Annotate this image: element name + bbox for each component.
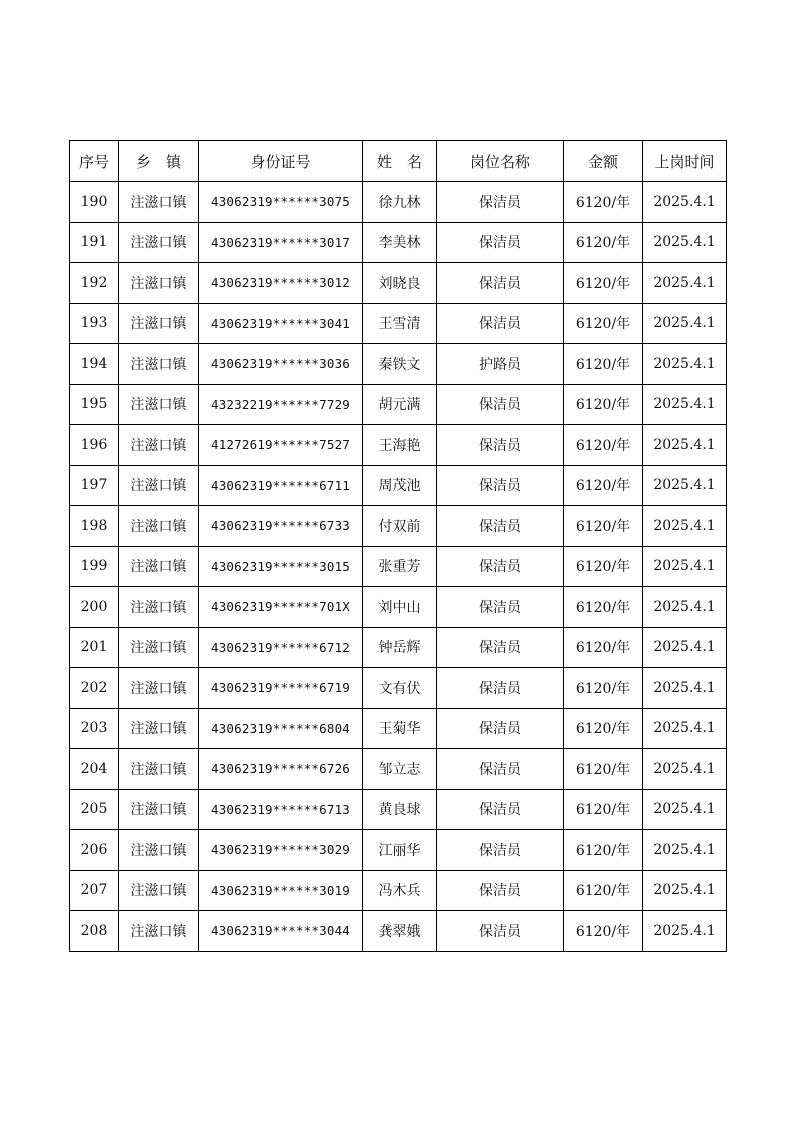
cell-seq: 194 (70, 344, 119, 385)
cell-name: 钟岳辉 (363, 627, 437, 668)
cell-start-date: 2025.4.1 (643, 303, 727, 344)
cell-seq: 205 (70, 789, 119, 830)
cell-id-number: 43062319******3029 (199, 830, 363, 871)
cell-town: 注滋口镇 (119, 627, 199, 668)
cell-name: 王海艳 (363, 425, 437, 466)
cell-amount: 6120/年 (564, 263, 643, 304)
header-id: 身份证号 (199, 141, 363, 182)
table-body (70, 182, 727, 952)
header-name: 姓 名 (363, 141, 437, 182)
cell-amount: 6120/年 (564, 384, 643, 425)
cell-name: 刘晓良 (363, 263, 437, 304)
cell-seq: 203 (70, 708, 119, 749)
cell-name: 刘中山 (363, 587, 437, 628)
cell-position: 保洁员 (437, 182, 564, 223)
cell-name: 邹立志 (363, 749, 437, 790)
table-row (70, 789, 727, 830)
cell-position: 保洁员 (437, 384, 564, 425)
cell-name: 王雪清 (363, 303, 437, 344)
table-row (70, 263, 727, 304)
cell-town: 注滋口镇 (119, 749, 199, 790)
cell-position: 保洁员 (437, 870, 564, 911)
header-town: 乡 镇 (119, 141, 199, 182)
cell-start-date: 2025.4.1 (643, 506, 727, 547)
header-position: 岗位名称 (437, 141, 564, 182)
cell-town: 注滋口镇 (119, 870, 199, 911)
cell-name: 江丽华 (363, 830, 437, 871)
cell-id-number: 43062319******3019 (199, 870, 363, 911)
cell-position: 保洁员 (437, 627, 564, 668)
cell-town: 注滋口镇 (119, 465, 199, 506)
cell-position: 保洁员 (437, 546, 564, 587)
cell-start-date: 2025.4.1 (643, 870, 727, 911)
cell-seq: 201 (70, 627, 119, 668)
cell-position: 保洁员 (437, 708, 564, 749)
cell-amount: 6120/年 (564, 911, 643, 952)
cell-id-number: 43062319******6713 (199, 789, 363, 830)
cell-seq: 192 (70, 263, 119, 304)
table-row (70, 182, 727, 223)
cell-town: 注滋口镇 (119, 789, 199, 830)
cell-town: 注滋口镇 (119, 830, 199, 871)
cell-start-date: 2025.4.1 (643, 182, 727, 223)
table-header-row (70, 141, 727, 182)
cell-start-date: 2025.4.1 (643, 911, 727, 952)
cell-amount: 6120/年 (564, 749, 643, 790)
cell-position: 保洁员 (437, 425, 564, 466)
cell-seq: 193 (70, 303, 119, 344)
cell-id-number: 43062319******3036 (199, 344, 363, 385)
cell-amount: 6120/年 (564, 506, 643, 547)
cell-name: 徐九林 (363, 182, 437, 223)
header-start-date: 上岗时间 (643, 141, 727, 182)
table-row (70, 384, 727, 425)
table-row (70, 830, 727, 871)
cell-id-number: 43062319******3075 (199, 182, 363, 223)
cell-start-date: 2025.4.1 (643, 465, 727, 506)
cell-id-number: 43062319******701X (199, 587, 363, 628)
cell-id-number: 43062319******3017 (199, 222, 363, 263)
table-row (70, 546, 727, 587)
cell-start-date: 2025.4.1 (643, 830, 727, 871)
cell-town: 注滋口镇 (119, 182, 199, 223)
cell-town: 注滋口镇 (119, 911, 199, 952)
cell-amount: 6120/年 (564, 830, 643, 871)
cell-start-date: 2025.4.1 (643, 546, 727, 587)
cell-amount: 6120/年 (564, 546, 643, 587)
cell-id-number: 43232219******7729 (199, 384, 363, 425)
cell-seq: 208 (70, 911, 119, 952)
cell-seq: 202 (70, 668, 119, 709)
cell-position: 保洁员 (437, 830, 564, 871)
cell-start-date: 2025.4.1 (643, 222, 727, 263)
cell-start-date: 2025.4.1 (643, 627, 727, 668)
cell-town: 注滋口镇 (119, 668, 199, 709)
header-seq: 序号 (70, 141, 119, 182)
cell-amount: 6120/年 (564, 668, 643, 709)
cell-start-date: 2025.4.1 (643, 749, 727, 790)
header-amount: 金额 (564, 141, 643, 182)
cell-amount: 6120/年 (564, 182, 643, 223)
cell-position: 保洁员 (437, 222, 564, 263)
cell-id-number: 43062319******6712 (199, 627, 363, 668)
cell-id-number: 43062319******6719 (199, 668, 363, 709)
cell-id-number: 41272619******7527 (199, 425, 363, 466)
cell-name: 周茂池 (363, 465, 437, 506)
table-row (70, 749, 727, 790)
table-row (70, 506, 727, 547)
cell-id-number: 43062319******6804 (199, 708, 363, 749)
cell-name: 李美林 (363, 222, 437, 263)
cell-amount: 6120/年 (564, 870, 643, 911)
cell-position: 保洁员 (437, 911, 564, 952)
cell-town: 注滋口镇 (119, 384, 199, 425)
table-row (70, 465, 727, 506)
cell-name: 张重芳 (363, 546, 437, 587)
cell-start-date: 2025.4.1 (643, 425, 727, 466)
table-row (70, 668, 727, 709)
cell-start-date: 2025.4.1 (643, 263, 727, 304)
cell-town: 注滋口镇 (119, 708, 199, 749)
cell-town: 注滋口镇 (119, 263, 199, 304)
table-row (70, 587, 727, 628)
table-row (70, 627, 727, 668)
cell-start-date: 2025.4.1 (643, 668, 727, 709)
personnel-table (69, 140, 727, 952)
cell-position: 保洁员 (437, 789, 564, 830)
cell-town: 注滋口镇 (119, 344, 199, 385)
cell-seq: 200 (70, 587, 119, 628)
cell-name: 秦铁文 (363, 344, 437, 385)
cell-position: 护路员 (437, 344, 564, 385)
cell-town: 注滋口镇 (119, 222, 199, 263)
cell-amount: 6120/年 (564, 344, 643, 385)
cell-id-number: 43062319******3012 (199, 263, 363, 304)
cell-id-number: 43062319******3015 (199, 546, 363, 587)
table-row (70, 303, 727, 344)
cell-town: 注滋口镇 (119, 546, 199, 587)
cell-start-date: 2025.4.1 (643, 344, 727, 385)
cell-seq: 191 (70, 222, 119, 263)
cell-town: 注滋口镇 (119, 587, 199, 628)
cell-seq: 206 (70, 830, 119, 871)
cell-amount: 6120/年 (564, 789, 643, 830)
cell-name: 文有伏 (363, 668, 437, 709)
cell-position: 保洁员 (437, 303, 564, 344)
cell-position: 保洁员 (437, 749, 564, 790)
cell-start-date: 2025.4.1 (643, 587, 727, 628)
table-row (70, 222, 727, 263)
table-row (70, 870, 727, 911)
cell-id-number: 43062319******3044 (199, 911, 363, 952)
cell-id-number: 43062319******3041 (199, 303, 363, 344)
cell-id-number: 43062319******6711 (199, 465, 363, 506)
cell-seq: 195 (70, 384, 119, 425)
cell-start-date: 2025.4.1 (643, 708, 727, 749)
cell-amount: 6120/年 (564, 303, 643, 344)
cell-position: 保洁员 (437, 668, 564, 709)
cell-seq: 190 (70, 182, 119, 223)
cell-position: 保洁员 (437, 587, 564, 628)
table-row (70, 708, 727, 749)
cell-name: 胡元满 (363, 384, 437, 425)
cell-position: 保洁员 (437, 263, 564, 304)
cell-seq: 207 (70, 870, 119, 911)
cell-start-date: 2025.4.1 (643, 789, 727, 830)
cell-town: 注滋口镇 (119, 425, 199, 466)
table-row (70, 344, 727, 385)
cell-id-number: 43062319******6733 (199, 506, 363, 547)
table-row (70, 425, 727, 466)
cell-name: 龚翠娥 (363, 911, 437, 952)
cell-start-date: 2025.4.1 (643, 384, 727, 425)
cell-name: 王菊华 (363, 708, 437, 749)
table-row (70, 911, 727, 952)
cell-seq: 196 (70, 425, 119, 466)
cell-town: 注滋口镇 (119, 303, 199, 344)
cell-amount: 6120/年 (564, 627, 643, 668)
cell-amount: 6120/年 (564, 465, 643, 506)
cell-name: 付双前 (363, 506, 437, 547)
cell-seq: 197 (70, 465, 119, 506)
cell-name: 黄良球 (363, 789, 437, 830)
cell-id-number: 43062319******6726 (199, 749, 363, 790)
cell-position: 保洁员 (437, 465, 564, 506)
cell-position: 保洁员 (437, 506, 564, 547)
cell-amount: 6120/年 (564, 222, 643, 263)
cell-amount: 6120/年 (564, 425, 643, 466)
cell-amount: 6120/年 (564, 587, 643, 628)
cell-name: 冯木兵 (363, 870, 437, 911)
cell-seq: 199 (70, 546, 119, 587)
cell-town: 注滋口镇 (119, 506, 199, 547)
cell-seq: 204 (70, 749, 119, 790)
cell-seq: 198 (70, 506, 119, 547)
cell-amount: 6120/年 (564, 708, 643, 749)
